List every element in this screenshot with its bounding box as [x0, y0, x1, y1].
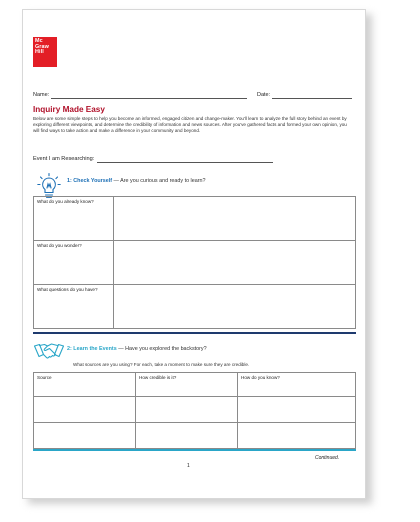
row-label: What do you already know? [34, 197, 114, 241]
date-label: Date: [257, 92, 271, 98]
name-label: Name: [33, 92, 50, 98]
section1-heading: 1: Check Yourself — Are you curious and ready to learn? [67, 178, 206, 184]
mcgraw-hill-logo [33, 37, 57, 67]
source-cell[interactable] [34, 423, 136, 449]
intro-paragraph: Below are some simple steps to help you become an informed, engaged citizen and change-maker. You'll learn to analyze the full story behind an event by exploring different viewpoints, and determine the credibility of information and news sources. After you've gathered facts and formed your own opinion, you will find ways to take action and make a difference in your community and beyond. [33, 116, 347, 134]
section1-table [33, 196, 356, 329]
column-header-source: Source [34, 373, 136, 397]
section2-question: Have you explored the backstory? [125, 346, 207, 352]
section1-question: Are you curious and ready to learn? [120, 178, 206, 184]
row-label: What do you wonder? [34, 241, 114, 285]
handshake-icon [33, 340, 65, 364]
table-row [34, 241, 356, 285]
name-field[interactable] [33, 91, 247, 99]
how-know-cell[interactable] [238, 423, 356, 449]
row-label: What questions do you have? [34, 285, 114, 329]
answer-cell[interactable] [114, 197, 356, 241]
date-rule[interactable] [272, 92, 352, 99]
section-divider-bar [33, 332, 356, 334]
logo-line-3: Hill [35, 49, 44, 56]
event-field[interactable] [33, 155, 273, 163]
date-field[interactable] [257, 91, 352, 99]
page-title: Inquiry Made Easy [33, 105, 105, 114]
section2-subtext: What sources are you using? For each, take a moment to make sure they are credible. [73, 362, 250, 367]
event-label: Event I am Researching: [33, 156, 95, 162]
answer-cell[interactable] [114, 241, 356, 285]
credibility-cell[interactable] [136, 423, 238, 449]
section2-table [33, 372, 356, 449]
continued-label: Continued. [315, 455, 340, 461]
table-row [34, 397, 356, 423]
page-number: 1 [187, 463, 190, 469]
logo-line-1: Mc [35, 38, 43, 44]
column-header-credibility: How credible is it? [136, 373, 238, 397]
table-row [34, 423, 356, 449]
table-header-row [34, 373, 356, 397]
name-rule[interactable] [51, 92, 247, 99]
answer-cell[interactable] [114, 285, 356, 329]
table-row [34, 285, 356, 329]
credibility-cell[interactable] [136, 397, 238, 423]
section2-heading: 2: Learn the Events — Have you explored the backstory? [67, 346, 207, 352]
event-rule[interactable] [97, 156, 273, 163]
table-row [34, 197, 356, 241]
section2-title: 2: Learn the Events [67, 346, 117, 352]
logo-line-2: Graw [35, 43, 49, 50]
section-divider-bar [33, 449, 356, 451]
worksheet-page [22, 9, 366, 499]
source-cell[interactable] [34, 397, 136, 423]
how-know-cell[interactable] [238, 397, 356, 423]
column-header-how-know: How do you know? [238, 373, 356, 397]
section1-title: 1: Check Yourself [67, 178, 113, 184]
